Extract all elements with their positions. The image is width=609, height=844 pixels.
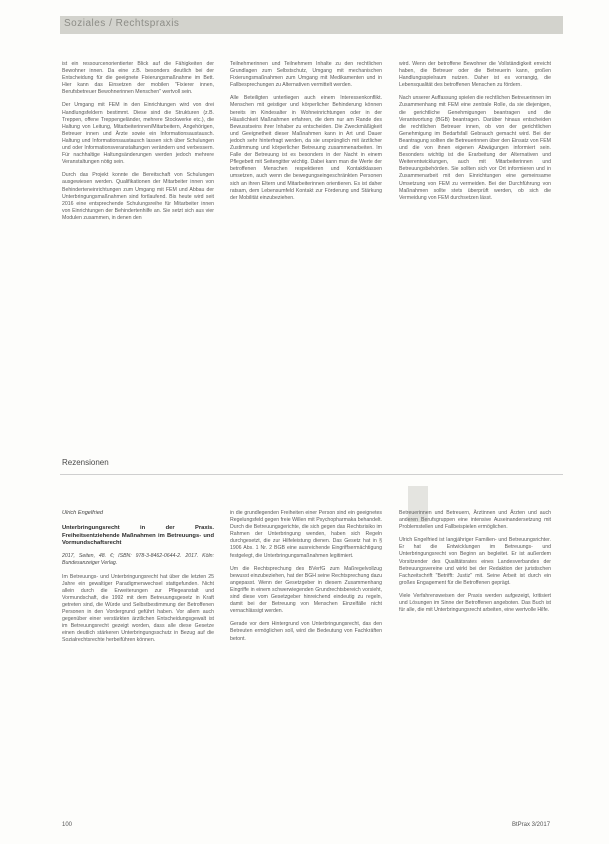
review-column-1 [62,510,214,650]
article-paragraph: Der Umgang mit FEM in den Einrichtungen wird von drei Handlungsfeldern bestimmt. Diese sind die Strukturen (z.B. Treppen, offene Treppengeländer, mehrere Stockwerke etc.), die Haltung von Leitung, Mitarbeiterinnen/Mitarbeitern, Angehörigen, Betreuer innen und Ärzte sowie ein Informationsaustausch. Haltung und Informationsaustausch lassen sich über Schulungen und oder Informationsveranstaltungen verändern und verbessern. Für nachhaltige Haltungsänderungen werden jedoch mehrere Veranstaltungen nötig sein. [62,102,214,166]
article-paragraph: Alle Beteiligten unterliegen auch einem Interessenkonflikt. Menschen mit geistiger und körperlicher Behinderung können bereits im Kindesalter in Wohneinrichtungen oder in der Häuslichkeit Maßnahmen erfahren, die dem nur am Rande des Bewusstseins ihrer Inhaber zu entscheiden. Die Zweckmäßigkeit und Geeignetheit dieser Maßnahmen kann in Art und Dauer jedoch sehr hinterfragt werden, da sie ursprünglich mit ärztlicher Zustimmung und körperlicher Betreuung zusammenarbeiten. Im Falle der Betreuung ist es besonders in der Nacht in einem Pflegebett mit Seitengitter wichtig. Dabei kann man die Werte der betroffenen Menschen respektieren und Kontaktklassen umsetzen, auch wenn die bewegungseingeschränkten Personen sich an ihren Eltern und Mitarbeiterinnen orientieren. Es ist daher ratsam, dem Lebensumfeld Kontakt zur Förderung und Stärkung der Mobilität einzubeziehen. [230,95,382,201]
article-column-1 [62,61,214,228]
review-book-title: Unterbringungsrecht in der Praxis. Freiheitsentziehende Maßnahmen im Betreuungs- und Vormundschaftsrecht [62,525,214,546]
article-paragraph: Nach unserer Auffassung spielen die rechtlichen Betreuerinnen im Zusammenhang mit FEM eine zentrale Rolle, da sie diejenigen, die gerichtliche Genehmigungen beantragen und die Verantwortung (BGB) beantragen. Darüber hinaus entscheiden die rechtlichen Betreuer innen, ob von der gerichtlichen Genehmigung im Bedarfsfall Gebrauch gemacht wird. Bei der Beantragung sollten die Betreuerinnen über den Einsatz von FEM und die von ihnen eigenen Abwägungen informiert sein. Besonders wichtig ist die Erarbeitung der Alternativen und Weiterentwicklungen, auch mit Mitarbeiterinnen und Betreuungsbehörden. Sie sollten sich vor Ort informieren und in Zusammenarbeit mit den Einrichtungen eine gemeinsame Umsetzung von FEM zu vermeiden. Bei der Durchführung von Maßnahmen sollte stets überprüft werden, ob sich die Vermeidung von FEM durchsetzen lässt. [399,95,551,201]
review-paragraph: Ulrich Engelfried ist langjähriger Familien- und Betreuungsrichter. Er hat die Entwicklungen im Betreuungs- und Unterbringungsrecht von Beginn an begleitet. Er ist außerdem Vorsitzender des Qualitätsrates eines Landesverbandes der Betreuungsvereine und wirkt bei der Redaktion der juristischen Fachzeitschrift "Betrifft: Justiz" mit. Seine Arbeit ist durch ein großes Engagement für die Betroffenen geprägt. [399,537,551,586]
article-paragraph: Teilnehmerinnen und Teilnehmern Inhalte zu den rechtlichen Grundlagen zum Selbstschutz, Umgang mit mechanischen Fixierungsmaßnahmen zum Umgang mit Medikamenten und in Fallbesprechungen zu Alternativen vermittelt werden. [230,61,382,89]
article-paragraph: Durch das Projekt konnte die Bereitschaft von Schulungen ausgewiesen werden. Qualifikationen der Mitarbeiter innen von Behinderteneinrichtungen zum Umgang mit FEM und Abbau der Unterbringungsmaßnahmen sind fortlaufend. Bis heute wird seit 2016 eine entsprechende Schulungsreihe für Mitarbeiter innen von Einrichtungen der Behindertenhilfe an. Sie setzt sich aus vier Modulen zusammen, in denen den [62,172,214,221]
review-column-3 [399,510,551,620]
review-paragraph: Betreuerinnen und Betreuern, Ärztinnen und Ärzten und auch anderen Berufsgruppen eine intensive Auseinandersetzung mit Problemstellen und Fallbeispielen ermöglichen. [399,510,551,531]
review-book-meta: 2017, Seiten, 48. €; ISBN: 978-3-8462-0644-2. 2017. Köln: Bundesanzeiger Verlag. [62,553,214,567]
section-header-label: Soziales / Rechtspraxis [64,18,180,29]
review-column-2 [230,510,382,649]
page-number: 100 [62,822,73,828]
review-paragraph: in die grundlegenden Freiheiten einer Person sind ein geeignetes Regelungsfeld gegen freie Willen mit Psychopharmaka behandelt. Durch die Betreuungsgerichte, die sich gegen das Rechtsrisiko im Rahmen der Unterbringung wenden, haben sich Regeln durchgesetzt, die zur Hilfeleistung dienen. Das Gesetz hat in § 1906 Abs. 1 Nr. 2 BGB eine ausreichende Eingriffsermächtigung festgelegt, die Unterbringungsmaßnahmen legitimiert. [230,510,382,559]
review-paragraph: Um die Rechtsprechung des BVerfG zum Maßregelvollzug bewusst einzubeziehen, hat der BGH seine Rechtsprechung dazu angepasst. Wenn der Gesetzgeber in diesem Zusammenhang Eingriffe in einem schwerwiegenden Grundrechtsbereich vorsieht, sind diese vom Gesetzgeber hinreichend eindeutig zu regeln, damit bei der Betreuung von Menschen Einzelfälle nicht vernachlässigt werden. [230,565,382,615]
journal-issue: BtPrax 3/2017 [512,822,551,828]
review-paragraph: Im Betreuungs- und Unterbringungsrecht hat über die letzten 25 Jahre ein gewaltiger Paradigmenwechsel stattgefunden. Nicht allein durch die Erweiterungen zur Pflegeanstalt und Vormundschaft, die 1992 mit dem Betreuungsgesetz in Kraft getreten sind, die Würde und Selbstbestimmung der Betroffenen Personen in den Vordergrund geführt haben. Vor allem auch gegenüber einer verstärkten ärztlichen Entscheidungsgewalt ist im Betreuungsrecht gezeigt worden, dass alle diese Gesetze einen deutlich stärkeren Unterbringungsschutz in Bezug auf die Sozialrechtsrechte herbeiführen können. [62,573,214,644]
review-paragraph: Viele Verfahrensweisen der Praxis werden aufgezeigt, kritisiert und Lösungen im Sinne der Betroffenen angeboten. Das Buch ist für alle, die mit Unterbringungsrecht arbeiten, eine wertvolle Hilfe. [399,592,551,614]
article-paragraph: ist ein ressourcenorientierter Blick auf die Fähigkeiten der Bewohner innen. Da eine z.B. besonders deutlich bei der Entscheidung für die geeignete Fixierungsmaßnahme im Bett. Hier kann das Einsetzen der mobilen "Fixierer innen, Berufsbetreuer Bewohnerinnen Menschen" wertvoll sein. [62,61,214,96]
section-header [60,16,563,34]
section-divider [60,474,563,475]
article-paragraph: wird. Wenn der betroffene Bewohner die Vollständigkeit erreicht haben, die Betreuer oder die Betreuerin kann, großen Handlungsspielraum nutzen. Daher ist es vorrangig, die Lebensqualität des betroffenen Menschen zu fördern. [399,61,551,89]
article-column-3 [399,61,551,208]
review-paragraph: Gerade vor dem Hintergrund von Unterbringungsrecht, das den Betreuten ermöglichen soll, wird die Bedeutung von Fachkräften betont. [230,621,382,642]
review-author: Ulrich Engelfried [62,510,104,516]
article-column-2 [230,61,382,208]
reviews-section-label: Rezensionen [62,458,109,467]
